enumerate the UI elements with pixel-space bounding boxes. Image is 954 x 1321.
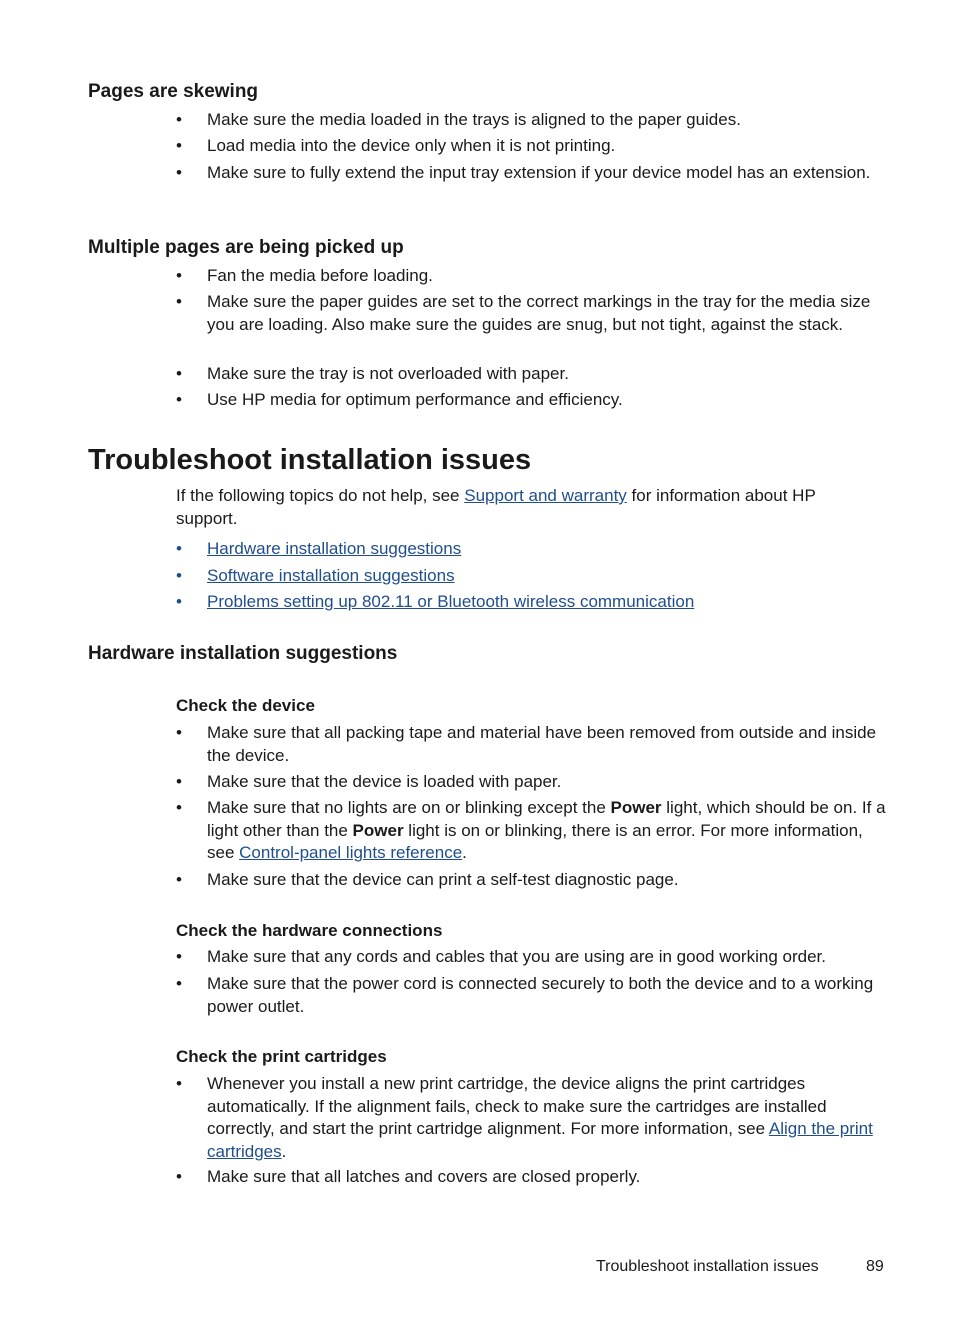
bullet-glyph: • [176, 1167, 182, 1186]
text-run: light is on or blinking, there is an error. For more information, see [207, 820, 863, 862]
intro-text-before: If the following topics do not help, see [176, 486, 465, 505]
heading-check-connections: Check the hardware connections [176, 921, 443, 940]
hardware-suggestions-link[interactable]: Hardware installation suggestions [207, 539, 462, 558]
page-title: Troubleshoot installation issues [88, 444, 532, 476]
wireless-problems-link[interactable]: Problems setting up 802.11 or Bluetooth wireless communication [207, 592, 695, 611]
text-run: . [462, 843, 467, 862]
bullet-glyph: • [176, 566, 182, 585]
text-run: Whenever you install a new print cartridge, the device aligns the print cartridges automatically. If the alignment fails, check to make sure the cartridges are installed correctly, and start the print cartridge alignment. For more information, see [207, 1074, 827, 1138]
list-item [176, 973, 886, 1018]
power-label: Power [610, 798, 662, 817]
list-item-text: Make sure the tray is not overloaded with paper. [207, 364, 569, 383]
text-run: . [281, 1141, 287, 1161]
footer-section-title: Troubleshoot installation issues [596, 1258, 819, 1275]
bullet-glyph: • [176, 136, 182, 155]
bullet-glyph: • [176, 110, 182, 129]
text-run: light, which should be on. If a light other than the [207, 798, 886, 840]
list-item-text: Make sure that the device is loaded with paper. [207, 772, 562, 791]
list-item-text: Make sure the paper guides are set to the correct markings in the tray for the media size you are loading. Also make sure the guides are snug, but not tight, against the stack. [207, 292, 871, 334]
bullet-glyph: • [176, 974, 182, 993]
list-item [176, 265, 886, 288]
list-item [176, 591, 886, 614]
list-item-text: Load media into the device only when it is not printing. [207, 136, 616, 155]
list-item [176, 771, 886, 794]
control-panel-lights-link[interactable]: Control-panel lights reference [239, 843, 463, 862]
list-item-text: Make sure that the device can print a self-test diagnostic page. [207, 870, 679, 889]
list-item-text [207, 797, 886, 865]
list-item [176, 363, 886, 386]
list-item-text: Fan the media before loading. [207, 266, 433, 285]
text-run: Make sure that no lights are on or blinking except the [207, 798, 611, 817]
bullet-glyph: • [176, 163, 182, 182]
software-suggestions-link[interactable]: Software installation suggestions [207, 566, 455, 585]
intro-text-after: for information about HP support. [176, 486, 816, 528]
bullet-glyph: • [176, 1074, 182, 1093]
intro-paragraph [176, 484, 876, 530]
list-item [176, 1073, 886, 1163]
bullet-glyph: • [176, 266, 182, 285]
power-label: Power [352, 820, 404, 840]
heading-multiple-pages: Multiple pages are being picked up [88, 237, 404, 258]
list-item [176, 869, 886, 892]
bullet-glyph: • [176, 539, 182, 558]
bullet-glyph: • [176, 364, 182, 383]
bullet-glyph: • [176, 772, 182, 791]
list-item-text: Make sure that all packing tape and material have been removed from outside and inside the device. [207, 723, 877, 765]
support-warranty-link[interactable]: Support and warranty [464, 486, 627, 505]
list-item [176, 797, 886, 865]
list-item-text [207, 1073, 886, 1163]
list-item-text: Make sure the media loaded in the trays is aligned to the paper guides. [207, 110, 741, 129]
list-item [176, 946, 886, 969]
list-item [176, 389, 886, 412]
list-item-text: Make sure that the power cord is connected securely to both the device and to a working power outlet. [207, 974, 874, 1016]
page-number: 89 [866, 1258, 884, 1275]
heading-check-cartridges: Check the print cartridges [176, 1047, 387, 1066]
list-item [176, 162, 886, 185]
bullet-glyph: • [176, 947, 182, 966]
list-item [176, 565, 886, 588]
list-item [176, 135, 886, 158]
heading-check-device: Check the device [176, 696, 315, 715]
bullet-glyph: • [176, 870, 182, 889]
align-cartridges-link[interactable]: Align the print cartridges [207, 1119, 873, 1161]
heading-hardware-suggestions: Hardware installation suggestions [88, 643, 398, 664]
heading-pages-skewing: Pages are skewing [88, 81, 259, 102]
bullet-glyph: • [176, 390, 182, 409]
list-item-text: Use HP media for optimum performance and efficiency. [207, 390, 623, 409]
list-item [176, 109, 886, 132]
list-item [176, 722, 886, 767]
bullet-glyph: • [176, 798, 182, 817]
list-item [176, 1166, 886, 1189]
bullet-glyph: • [176, 292, 182, 311]
bullet-glyph: • [176, 723, 182, 742]
list-item [176, 538, 886, 561]
list-item [176, 291, 886, 336]
list-item-text: Make sure that all latches and covers are closed properly. [207, 1167, 641, 1186]
bullet-glyph: • [176, 592, 182, 611]
list-item-text: Make sure to fully extend the input tray extension if your device model has an extension. [207, 163, 871, 182]
list-item-text: Make sure that any cords and cables that you are using are in good working order. [207, 947, 826, 966]
